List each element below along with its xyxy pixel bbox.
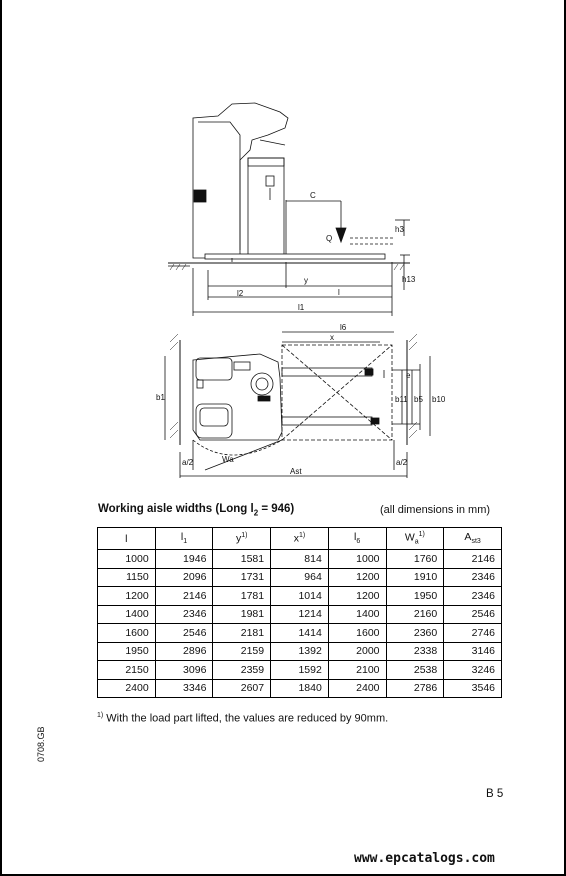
table-cell: 1414 [271, 624, 329, 643]
table-cell: 1592 [271, 661, 329, 680]
label-h13: h13 [402, 275, 416, 284]
label-l: l [338, 288, 340, 297]
table-cell: 2150 [98, 661, 156, 680]
column-header: $l_6$ [328, 528, 386, 550]
table-row [98, 624, 502, 643]
table-cell: 2000 [328, 642, 386, 661]
column-header: $A_{st3}$ [444, 528, 502, 550]
label-l6: l6 [340, 323, 347, 332]
table-cell: 2181 [213, 624, 271, 643]
table-cell: 1400 [98, 605, 156, 624]
table-cell: 1392 [271, 642, 329, 661]
column-header: $x^{1)}$ [271, 528, 329, 550]
table-cell: 2359 [213, 661, 271, 680]
table-row [98, 605, 502, 624]
table-cell: 2400 [328, 679, 386, 698]
table-cell: 814 [271, 550, 329, 569]
table-cell: 2746 [444, 624, 502, 643]
label-e: e [406, 371, 411, 380]
table-cell: 2607 [213, 679, 271, 698]
label-ast: Ast [290, 467, 302, 476]
table-cell: 3246 [444, 661, 502, 680]
table-cell: 2346 [444, 568, 502, 587]
table-row [98, 679, 502, 698]
table-cell: 3096 [155, 661, 213, 680]
watermark: www.epcatalogs.com [354, 851, 495, 866]
table-cell: 1200 [328, 568, 386, 587]
table-cell: 1600 [328, 624, 386, 643]
table-row [98, 661, 502, 680]
label-h3: h3 [395, 225, 404, 234]
table-cell: 2160 [386, 605, 444, 624]
table-cell: 1950 [386, 587, 444, 606]
top-view [156, 323, 446, 478]
table-cell: 3346 [155, 679, 213, 698]
table-cell: 1000 [328, 550, 386, 569]
label-c: C [310, 191, 316, 200]
table-cell: 2546 [155, 624, 213, 643]
table-cell: 1910 [386, 568, 444, 587]
table-cell: 1214 [271, 605, 329, 624]
table-cell: 3546 [444, 679, 502, 698]
label-l1: l1 [298, 303, 305, 312]
aisle-width-table [97, 527, 502, 698]
label-b11: b11 [395, 395, 408, 404]
table-cell: 1200 [98, 587, 156, 606]
table-cell: 1000 [98, 550, 156, 569]
table-cell: 2346 [444, 587, 502, 606]
table-cell: 1946 [155, 550, 213, 569]
table-cell: 1200 [328, 587, 386, 606]
label-x: x [330, 333, 334, 342]
label-a2-left: a/2 [182, 458, 194, 467]
table-cell: 1150 [98, 568, 156, 587]
column-header: $y^{1)}$ [213, 528, 271, 550]
table-header-row [98, 528, 502, 550]
table-row [98, 550, 502, 569]
column-header: $l_1$ [155, 528, 213, 550]
footnote: $^{1)}$ With the load part lifted, the values are reduced by 90mm. [97, 712, 389, 725]
label-b10: b10 [432, 395, 446, 404]
table-cell: 2360 [386, 624, 444, 643]
dimensions-note: (all dimensions in mm) [380, 504, 491, 516]
table-cell: 1781 [213, 587, 271, 606]
label-b1: b1 [156, 393, 165, 402]
table-cell: 1600 [98, 624, 156, 643]
table-body [98, 550, 502, 698]
table-row [98, 587, 502, 606]
table-cell: 3146 [444, 642, 502, 661]
table-cell: 2096 [155, 568, 213, 587]
label-y: y [304, 276, 308, 285]
table-cell: 1014 [271, 587, 329, 606]
table-cell: 2338 [386, 642, 444, 661]
table-cell: 2159 [213, 642, 271, 661]
table-cell: 1581 [213, 550, 271, 569]
table-cell: 2346 [155, 605, 213, 624]
table-cell: 1981 [213, 605, 271, 624]
side-view [168, 103, 416, 316]
label-l2: l2 [237, 289, 244, 298]
column-header: $W_a^{1)}$ [386, 528, 444, 550]
working-aisle-heading: Working aisle widths (Long $l_2 = 946$) [98, 503, 295, 518]
table-cell: 1840 [271, 679, 329, 698]
table-cell: 2896 [155, 642, 213, 661]
table-cell: 964 [271, 568, 329, 587]
document-reference: 0708.GB [36, 726, 46, 762]
table-cell: 1400 [328, 605, 386, 624]
table-row [98, 642, 502, 661]
table-cell: 1731 [213, 568, 271, 587]
label-q: Q [326, 234, 333, 243]
label-b5: b5 [414, 395, 423, 404]
table-cell: 2146 [444, 550, 502, 569]
table-cell: 2538 [386, 661, 444, 680]
label-a2-right: a/2 [396, 458, 408, 467]
label-wa: Wa [222, 455, 234, 464]
table-cell: 2146 [155, 587, 213, 606]
table-cell: 2100 [328, 661, 386, 680]
table-cell: 2786 [386, 679, 444, 698]
table-row [98, 568, 502, 587]
table-cell: 1950 [98, 642, 156, 661]
page-number: B 5 [486, 788, 504, 800]
table-cell: 2546 [444, 605, 502, 624]
column-header: l [98, 528, 156, 550]
table-cell: 2400 [98, 679, 156, 698]
table-cell: 1760 [386, 550, 444, 569]
